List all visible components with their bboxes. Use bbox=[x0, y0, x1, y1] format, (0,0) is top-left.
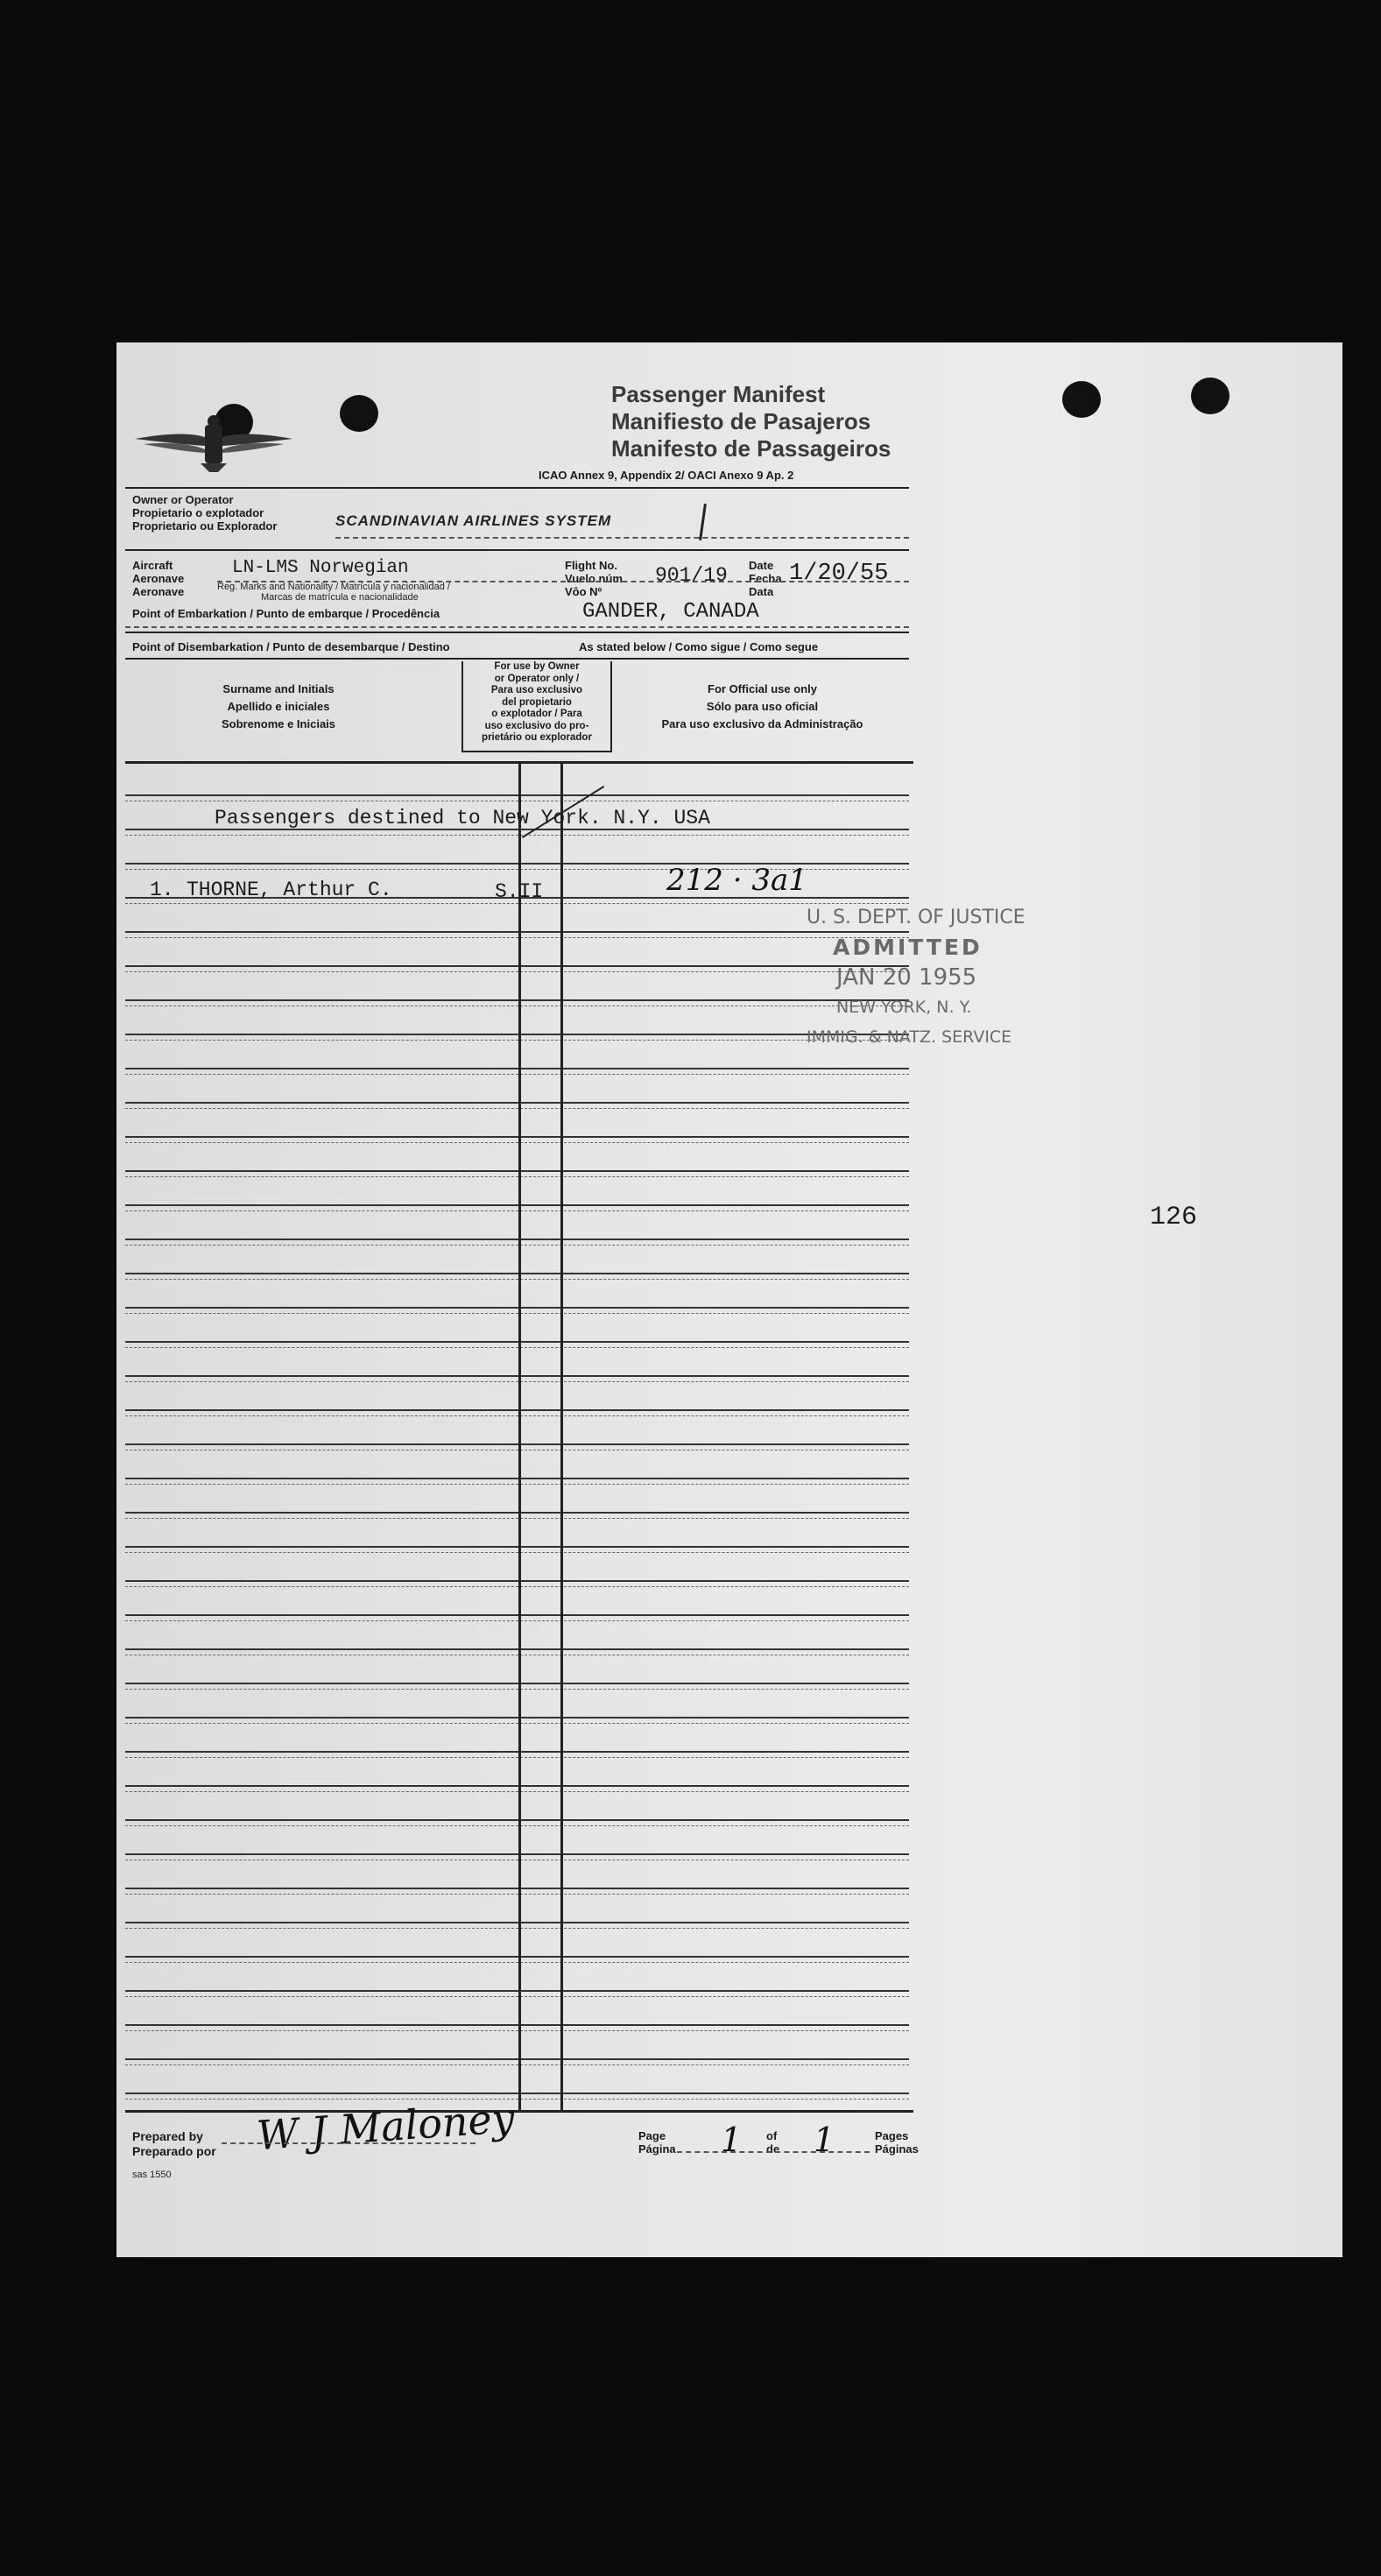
row-rule bbox=[125, 1819, 909, 1821]
title-english: Passenger Manifest bbox=[611, 381, 826, 407]
embarkation-label: Point of Embarkation / Punto de embarque / Procedência bbox=[132, 607, 440, 620]
row-rule bbox=[125, 1990, 909, 1992]
row-subrule bbox=[125, 1415, 909, 1416]
row-rule bbox=[125, 1648, 909, 1650]
row-rule bbox=[125, 2058, 909, 2060]
surname-header-pt: Sobrenome e Iniciais bbox=[221, 717, 336, 730]
date-label-es: Fecha bbox=[749, 572, 782, 585]
row-subrule bbox=[125, 1381, 909, 1382]
row-subrule bbox=[125, 1996, 909, 1997]
row-subrule bbox=[125, 1962, 909, 1963]
page-label-en: Page bbox=[638, 2129, 666, 2142]
row-subrule bbox=[125, 1074, 909, 1075]
preparer-signature: W J Maloney bbox=[255, 2093, 517, 2160]
row-subrule bbox=[125, 1142, 909, 1143]
row-rule bbox=[125, 1512, 909, 1514]
owner-use-4: del propietario bbox=[502, 696, 572, 708]
aircraft-label-pt: Aeronave bbox=[132, 585, 185, 598]
manifest-paper bbox=[116, 342, 1342, 2257]
stamp-line-1: U. S. DEPT. OF JUSTICE bbox=[807, 907, 1025, 928]
row-rule bbox=[125, 1922, 909, 1923]
disembarkation-label: Point of Disembarkation / Punto de desembarque / Destino bbox=[132, 640, 450, 653]
owner-value: SCANDINAVIAN AIRLINES SYSTEM bbox=[335, 512, 612, 529]
row-subrule bbox=[125, 2099, 909, 2100]
title-spanish: Manifiesto de Pasajeros bbox=[611, 408, 871, 434]
aircraft-value: LN-LMS Norwegian bbox=[232, 558, 409, 578]
row-subrule bbox=[125, 2030, 909, 2031]
owner-use-column-header bbox=[462, 661, 612, 752]
row-rule bbox=[125, 1614, 909, 1616]
surname-header-en: Surname and Initials bbox=[222, 682, 335, 695]
row-rule bbox=[125, 1956, 909, 1958]
row-subrule bbox=[125, 1245, 909, 1246]
row-rule bbox=[125, 1136, 909, 1138]
row-rule bbox=[125, 1273, 909, 1274]
row-subrule bbox=[125, 937, 909, 938]
page-value: 1 bbox=[721, 2121, 743, 2159]
row-subrule bbox=[125, 1484, 909, 1485]
page-number-note: 126 bbox=[1150, 1203, 1198, 1232]
row-subrule bbox=[125, 1279, 909, 1280]
owner-use-2: or Operator only / bbox=[494, 673, 580, 684]
row-rule bbox=[125, 1546, 909, 1548]
owner-rule bbox=[335, 537, 909, 539]
row-rule bbox=[125, 1068, 909, 1069]
row-subrule bbox=[125, 1108, 909, 1109]
prepared-label-en: Prepared by bbox=[132, 2129, 203, 2143]
stamp-line-3: JAN 20 1955 bbox=[836, 964, 977, 991]
row-rule bbox=[125, 2024, 909, 2026]
row-rule bbox=[125, 2093, 909, 2094]
form-code: sas 1550 bbox=[132, 2170, 172, 2180]
row-rule bbox=[125, 1443, 909, 1445]
manifest-title bbox=[611, 381, 891, 462]
row-rule bbox=[125, 1409, 909, 1411]
row-rule bbox=[125, 1888, 909, 1889]
aircraft-label-en: Aircraft bbox=[132, 559, 173, 572]
owner-slash-mark bbox=[699, 504, 707, 540]
flight-label-es: Vuelo núm. bbox=[565, 572, 626, 585]
flight-label-pt: Vôo Nº bbox=[565, 585, 602, 598]
owner-use-6: uso exclusivo do pro- bbox=[484, 720, 589, 731]
row-rule bbox=[125, 1341, 909, 1343]
aircraft-rule bbox=[217, 581, 909, 582]
aircraft-sublabel-1: Reg. Marks and Nationality / Matrícula y nacionalidad / bbox=[217, 582, 450, 592]
row-subrule bbox=[125, 1552, 909, 1553]
icao-reference: ICAO Annex 9, Appendix 2/ OACI Anexo 9 Ap. 2 bbox=[539, 469, 794, 482]
row-subrule bbox=[125, 903, 909, 904]
row-rule bbox=[125, 999, 909, 1001]
row-subrule bbox=[125, 1518, 909, 1519]
punch-hole bbox=[1191, 378, 1230, 414]
row-rule bbox=[125, 1102, 909, 1104]
owner-label-en: Owner or Operator bbox=[132, 493, 234, 506]
date-value: 1/20/55 bbox=[789, 561, 889, 587]
admission-stamp bbox=[807, 903, 1025, 1052]
of-label-es: de bbox=[766, 2142, 780, 2156]
row-subrule bbox=[125, 1825, 909, 1826]
embarkation-rule bbox=[125, 626, 909, 628]
row-rule bbox=[125, 1580, 909, 1582]
surname-column-header bbox=[169, 681, 388, 733]
row-subrule bbox=[125, 1894, 909, 1895]
owner-use-7: prietário ou explorador bbox=[482, 732, 592, 743]
row-subrule bbox=[125, 1928, 909, 1929]
official-header-pt: Para uso exclusivo da Administração bbox=[661, 717, 863, 730]
row-subrule bbox=[125, 1586, 909, 1587]
owner-label bbox=[132, 493, 277, 533]
punch-hole bbox=[1062, 381, 1101, 418]
row-subrule bbox=[125, 1040, 909, 1041]
row-rule bbox=[125, 1683, 909, 1684]
row-rule bbox=[125, 1478, 909, 1479]
aircraft-sublabel bbox=[217, 582, 450, 603]
flight-label-en: Flight No. bbox=[565, 559, 617, 572]
prepared-label-es: Preparado por bbox=[132, 2144, 216, 2158]
row-rule bbox=[125, 965, 909, 967]
of-value: 1 bbox=[814, 2121, 835, 2159]
row-subrule bbox=[125, 1176, 909, 1177]
embarkation-bottom-rule bbox=[125, 632, 909, 633]
of-label-en: of bbox=[766, 2129, 778, 2142]
passenger-name: THORNE, Arthur C. bbox=[187, 879, 392, 901]
row-subrule bbox=[125, 2064, 909, 2065]
row-rule bbox=[125, 931, 909, 933]
passenger-number: 1. bbox=[150, 879, 174, 901]
row-subrule bbox=[125, 971, 909, 972]
stamp-line-2: ADMITTED bbox=[833, 935, 983, 960]
row-rule bbox=[125, 1204, 909, 1206]
flight-value: 901/19 bbox=[655, 564, 728, 587]
prepared-by-label bbox=[132, 2129, 216, 2159]
passenger-official-note: 212 · 3a1 bbox=[666, 863, 807, 898]
aircraft-label bbox=[132, 559, 184, 598]
row-rule bbox=[125, 1239, 909, 1240]
row-rule bbox=[125, 1307, 909, 1309]
owner-bottom-rule bbox=[125, 549, 909, 551]
disembarkation-value: As stated below / Como sigue / Como segue bbox=[579, 640, 819, 653]
owner-use-3: Para uso exclusivo bbox=[490, 685, 583, 695]
aircraft-sublabel-2: Marcas de matrícula e nacionalidade bbox=[261, 592, 419, 603]
official-header-en: For Official use only bbox=[708, 682, 817, 695]
row-rule bbox=[125, 794, 909, 796]
row-rule bbox=[125, 1751, 909, 1753]
page-count-rule bbox=[677, 2151, 870, 2153]
punch-hole bbox=[340, 395, 378, 432]
official-header-es: Sólo para uso oficial bbox=[706, 700, 819, 713]
footer-top-rule bbox=[125, 2110, 913, 2113]
row-subrule bbox=[125, 1689, 909, 1690]
official-column-header bbox=[616, 681, 909, 733]
row-subrule bbox=[125, 1723, 909, 1724]
owner-label-pt: Proprietario ou Explorador bbox=[132, 519, 278, 533]
row-rule bbox=[125, 1170, 909, 1172]
row-rule bbox=[125, 1785, 909, 1787]
airline-wings-logo-icon bbox=[130, 413, 297, 474]
row-subrule bbox=[125, 1347, 909, 1348]
title-portuguese: Manifesto de Passageiros bbox=[611, 435, 891, 462]
row-subrule bbox=[125, 835, 909, 836]
page-label-es: Página bbox=[638, 2142, 676, 2156]
destination-note: Passengers destined to New York. N.Y. USA bbox=[215, 807, 710, 829]
flight-label bbox=[565, 559, 626, 598]
owner-use-1: For use by Owner bbox=[494, 661, 580, 672]
date-label bbox=[749, 559, 782, 598]
date-label-en: Date bbox=[749, 559, 774, 572]
row-rule bbox=[125, 1717, 909, 1719]
row-subrule bbox=[125, 1210, 909, 1211]
pages-label-en: Pages bbox=[875, 2129, 909, 2142]
row-rule bbox=[125, 1034, 909, 1035]
disembarkation-rule bbox=[125, 658, 909, 660]
page-label bbox=[638, 2129, 676, 2156]
owner-use-5: o explotador / Para bbox=[491, 709, 582, 719]
column-divider-right bbox=[560, 761, 563, 2110]
signature-rule bbox=[222, 2142, 476, 2144]
pages-label-es: Páginas bbox=[875, 2142, 919, 2156]
row-subrule bbox=[125, 1620, 909, 1621]
row-subrule bbox=[125, 1791, 909, 1792]
passenger-code: S.II bbox=[495, 880, 544, 903]
date-label-pt: Data bbox=[749, 585, 774, 598]
column-divider-left bbox=[518, 761, 521, 2110]
owner-label-es: Propietario o explotador bbox=[132, 506, 264, 519]
pages-label bbox=[875, 2129, 919, 2156]
row-subrule bbox=[125, 1313, 909, 1314]
row-rule bbox=[125, 1853, 909, 1855]
row-rule bbox=[125, 1375, 909, 1377]
row-subrule bbox=[125, 1757, 909, 1758]
stamp-line-4: NEW YORK, N. Y. bbox=[836, 998, 972, 1017]
aircraft-label-es: Aeronave bbox=[132, 572, 185, 585]
stamp-line-5: IMMIG. & NATZ. SERVICE bbox=[807, 1027, 1012, 1047]
embarkation-value: GANDER, CANADA bbox=[582, 600, 759, 624]
surname-header-es: Apellido e iniciales bbox=[227, 700, 330, 713]
header-rule bbox=[125, 487, 909, 489]
